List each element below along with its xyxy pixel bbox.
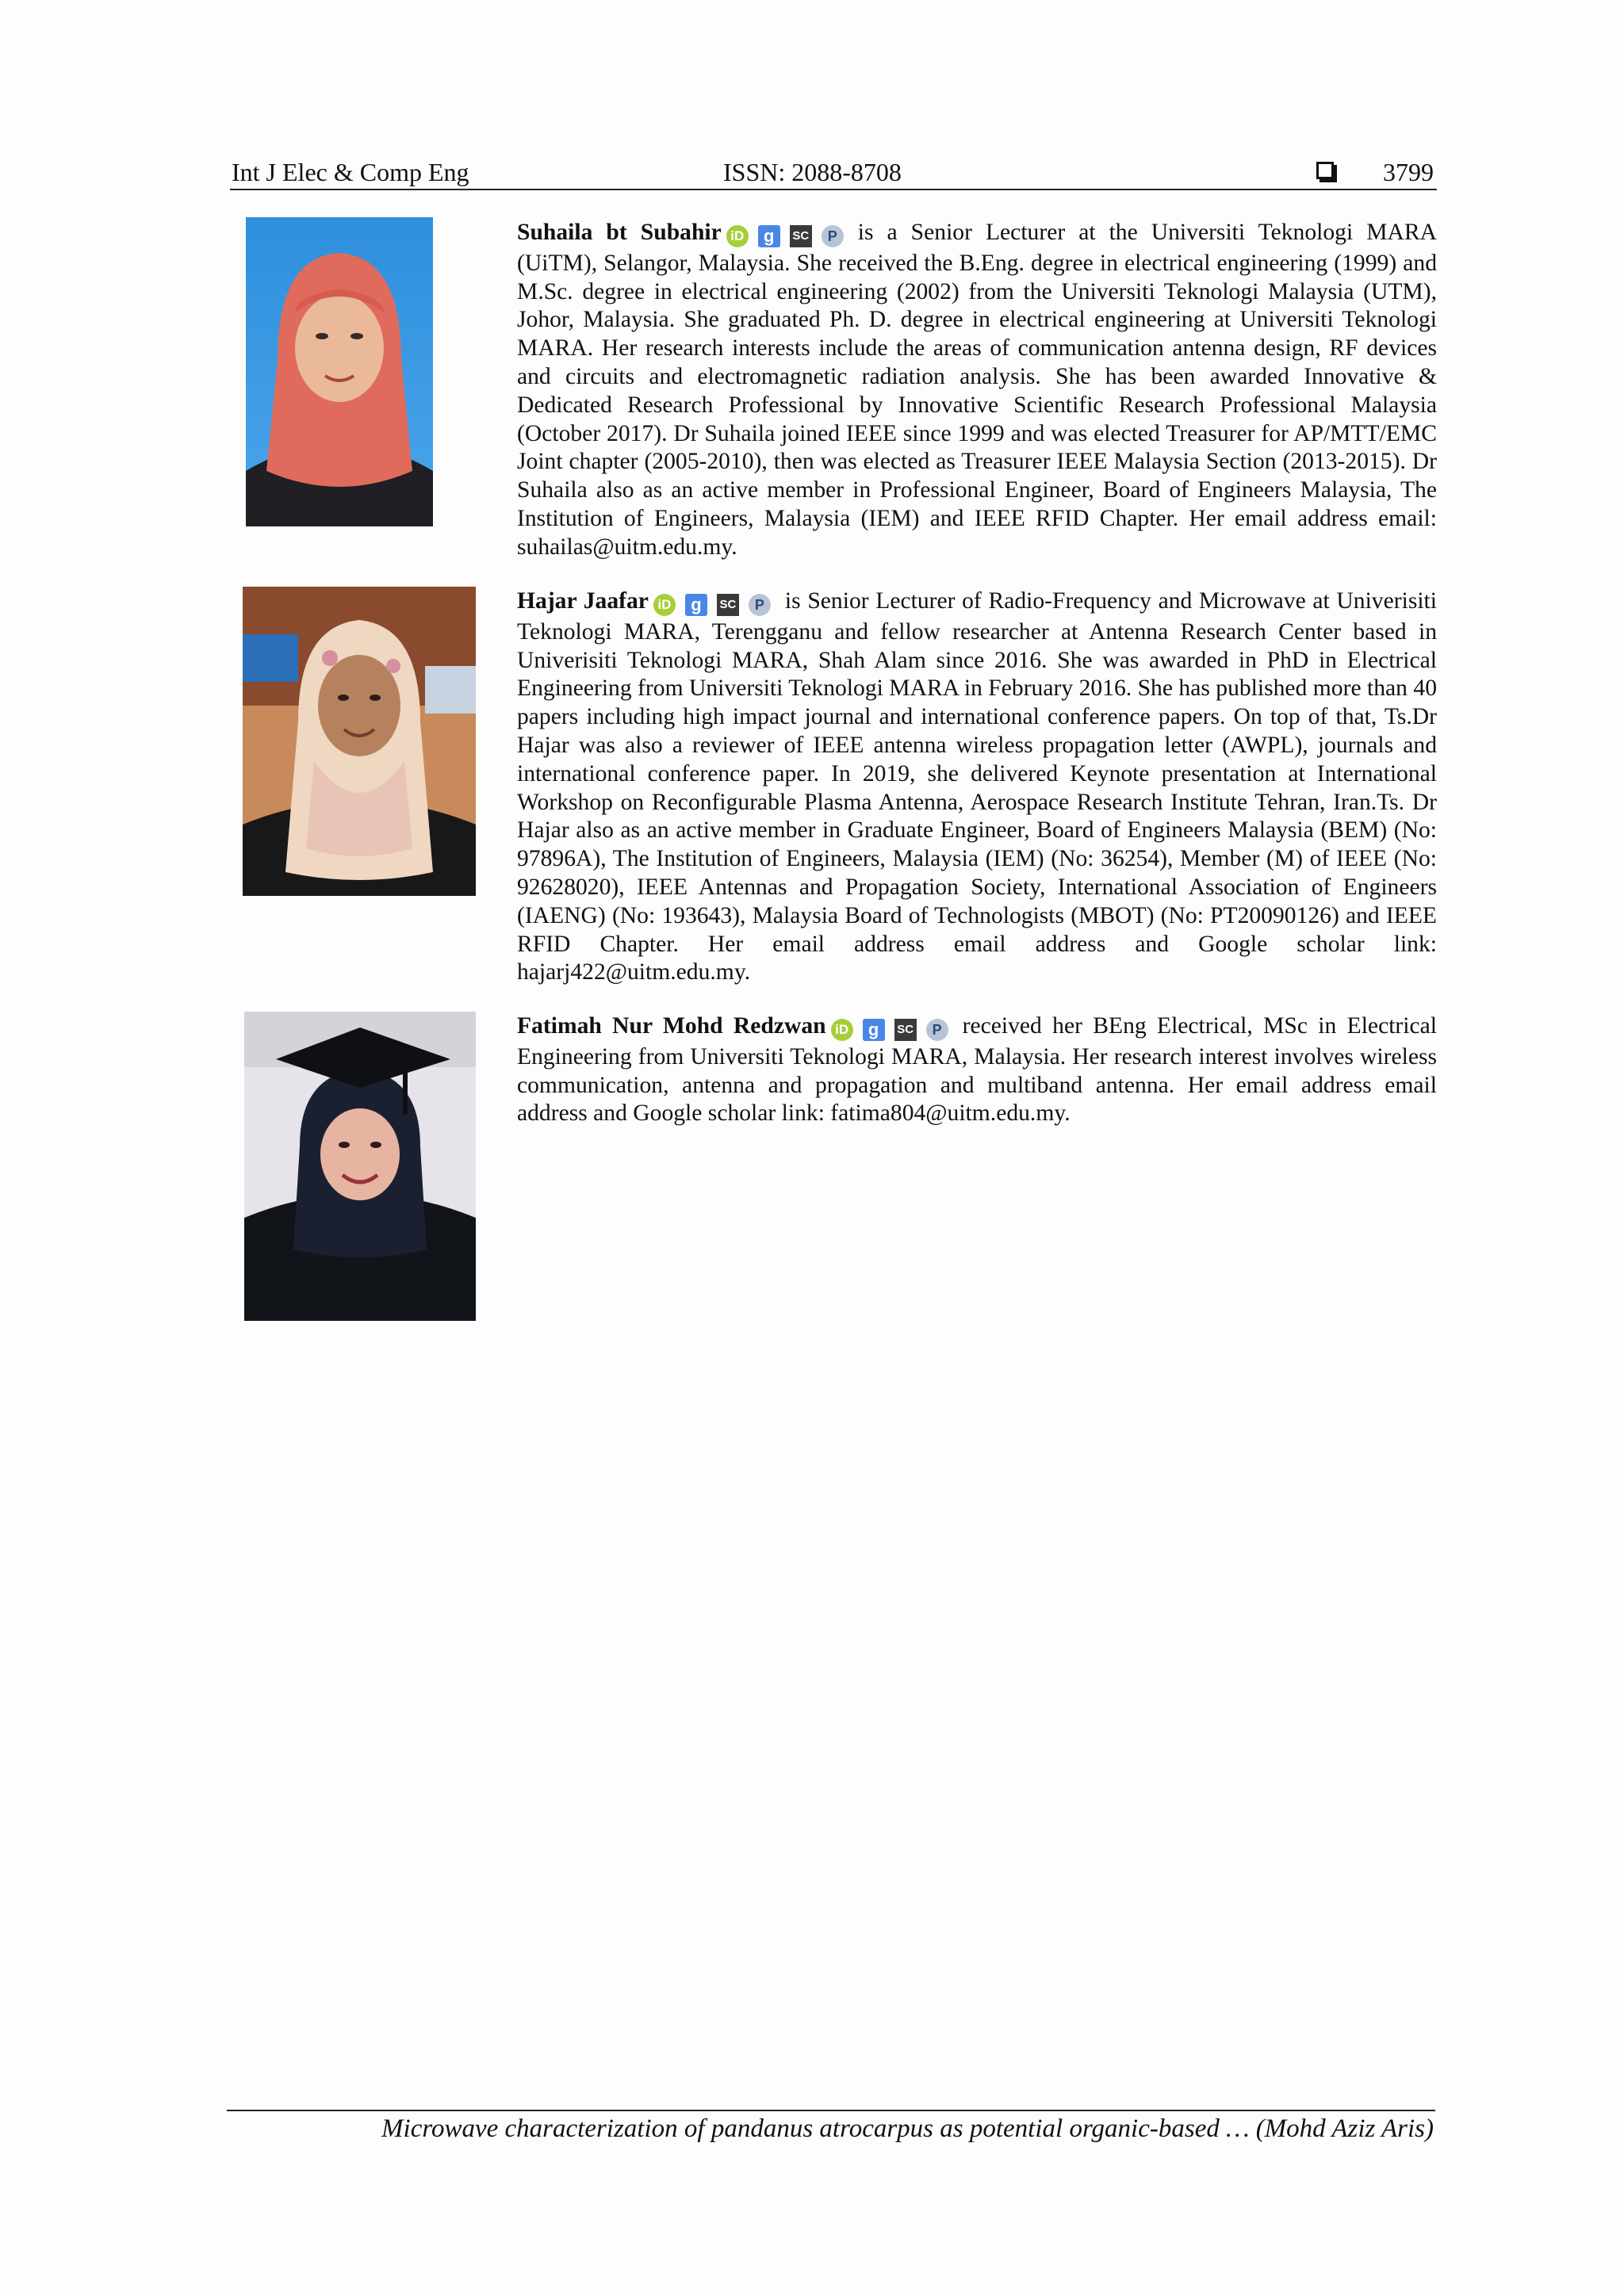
- profile-icons: [653, 590, 780, 618]
- author-bio-hajar: [517, 587, 1437, 987]
- running-header: [232, 154, 1435, 190]
- page-box-icon: [1316, 162, 1334, 179]
- scopus-icon[interactable]: SC: [717, 594, 739, 616]
- profile-icons: [831, 1015, 958, 1043]
- issn: ISSN: 2088-8708: [723, 158, 902, 186]
- author-name: Hajar Jaafar: [517, 588, 649, 614]
- orcid-icon[interactable]: iD: [653, 594, 676, 616]
- scopus-icon[interactable]: SC: [790, 225, 812, 247]
- publons-icon[interactable]: P: [749, 594, 771, 616]
- author-bio-suhaila: [517, 219, 1437, 562]
- author-name: Fatimah Nur Mohd Redzwan: [517, 1013, 826, 1039]
- author-bio-text: is Senior Lecturer of Radio-Frequency and Microwave at Univerisiti Teknologi MARA, Terengganu and fellow researcher at Antenna Research Center based in Univerisiti Teknologi MARA, Shah Alam since 2016. She was awarded in PhD in Electrical Engineering from Universiti Teknologi MARA in February 2016. She has published more than 40 papers including high impact journal and international conference papers. On top of that, Ts.Dr Hajar was also a reviewer of IEEE antenna wireless propagation letter (AWPL), journals and international conference paper. In 2019, she delivered Keynote presentation at International Workshop on Reconfigurable Plasma Antenna, Aerospace Research Institute Tehran, Iran.Ts. Dr Hajar also as an active member in Graduate Engineer, Board of Engineers Malaysia (BEM) (No: 97896A), The Institution of Engineers, Malaysia (IEM) (No: 36254), Member (M) of IEEE (No: 92628020), IEEE Antennas and Propagation Society, International Association of Engineers (IAENG) (No: 193643), Malaysia Board of Technologists (MBOT) (No: PT20090126) and IEEE RFID Chapter. Her email address email address and Google scholar link: hajarj422@uitm.edu.my.: [517, 588, 1437, 985]
- author-bio-text: is a Senior Lecturer at the Universiti Teknologi MARA (UiTM), Selangor, Malaysia. She received the B.Eng. degree in electrical engineering (1999) and M.Sc. degree in electrical engineering (2002) from the Universiti Teknologi Malaysia (UTM), Johor, Malaysia. She graduated Ph. D. degree in electrical engineering at Universiti Teknologi MARA. Her research interests include the areas of communication antenna design, RF devices and circuits and electromagnetic radiation analysis. She has been awarded Innovative & Dedicated Research Professional by Innovative Scientific Research Professional Malaysia (October 2017). Dr Suhaila joined IEEE since 1999 and was elected Treasurer for AP/MTT/EMC Joint chapter (2005-2010), then was elected as Treasurer IEEE Malaysia Section (2013-2015). Dr Suhaila also as an active member in Professional Engineer, Board of Engineers Malaysia, The Institution of Engineers, Malaysia (IEM) and IEEE RFID Chapter. Her email address email: suhailas@uitm.edu.my.: [517, 220, 1437, 560]
- author-photo-suhaila: [246, 217, 433, 526]
- page-number: 3799: [1383, 158, 1434, 186]
- orcid-icon[interactable]: iD: [726, 225, 749, 247]
- author-bio-fatimah: [517, 1012, 1437, 1128]
- journal-name: Int J Elec & Comp Eng: [232, 158, 469, 186]
- google-scholar-icon[interactable]: g: [685, 594, 707, 616]
- author-name: Suhaila bt Subahir: [517, 220, 722, 245]
- google-scholar-icon[interactable]: g: [758, 225, 780, 247]
- google-scholar-icon[interactable]: g: [863, 1019, 885, 1041]
- publons-icon[interactable]: P: [926, 1019, 948, 1041]
- header-rule: [230, 189, 1437, 190]
- author-bio-text: received her BEng Electrical, MSc in Electrical Engineering from Universiti Teknologi MARA, Malaysia. Her research interest involves wireless communication, antenna and propagation and multiband antenna. Her email address email address and Google scholar link: fatima804@uitm.edu.my.: [517, 1013, 1437, 1127]
- profile-icons: [726, 221, 853, 250]
- publons-icon[interactable]: P: [822, 225, 844, 247]
- scopus-icon[interactable]: SC: [894, 1019, 917, 1041]
- running-footer: Microwave characterization of pandanus atrocarpus as potential organic-based … (Mohd Aziz Aris): [381, 2114, 1434, 2143]
- orcid-icon[interactable]: iD: [831, 1019, 853, 1041]
- author-photo-fatimah: [244, 1012, 476, 1321]
- author-photo-hajar: [243, 587, 476, 896]
